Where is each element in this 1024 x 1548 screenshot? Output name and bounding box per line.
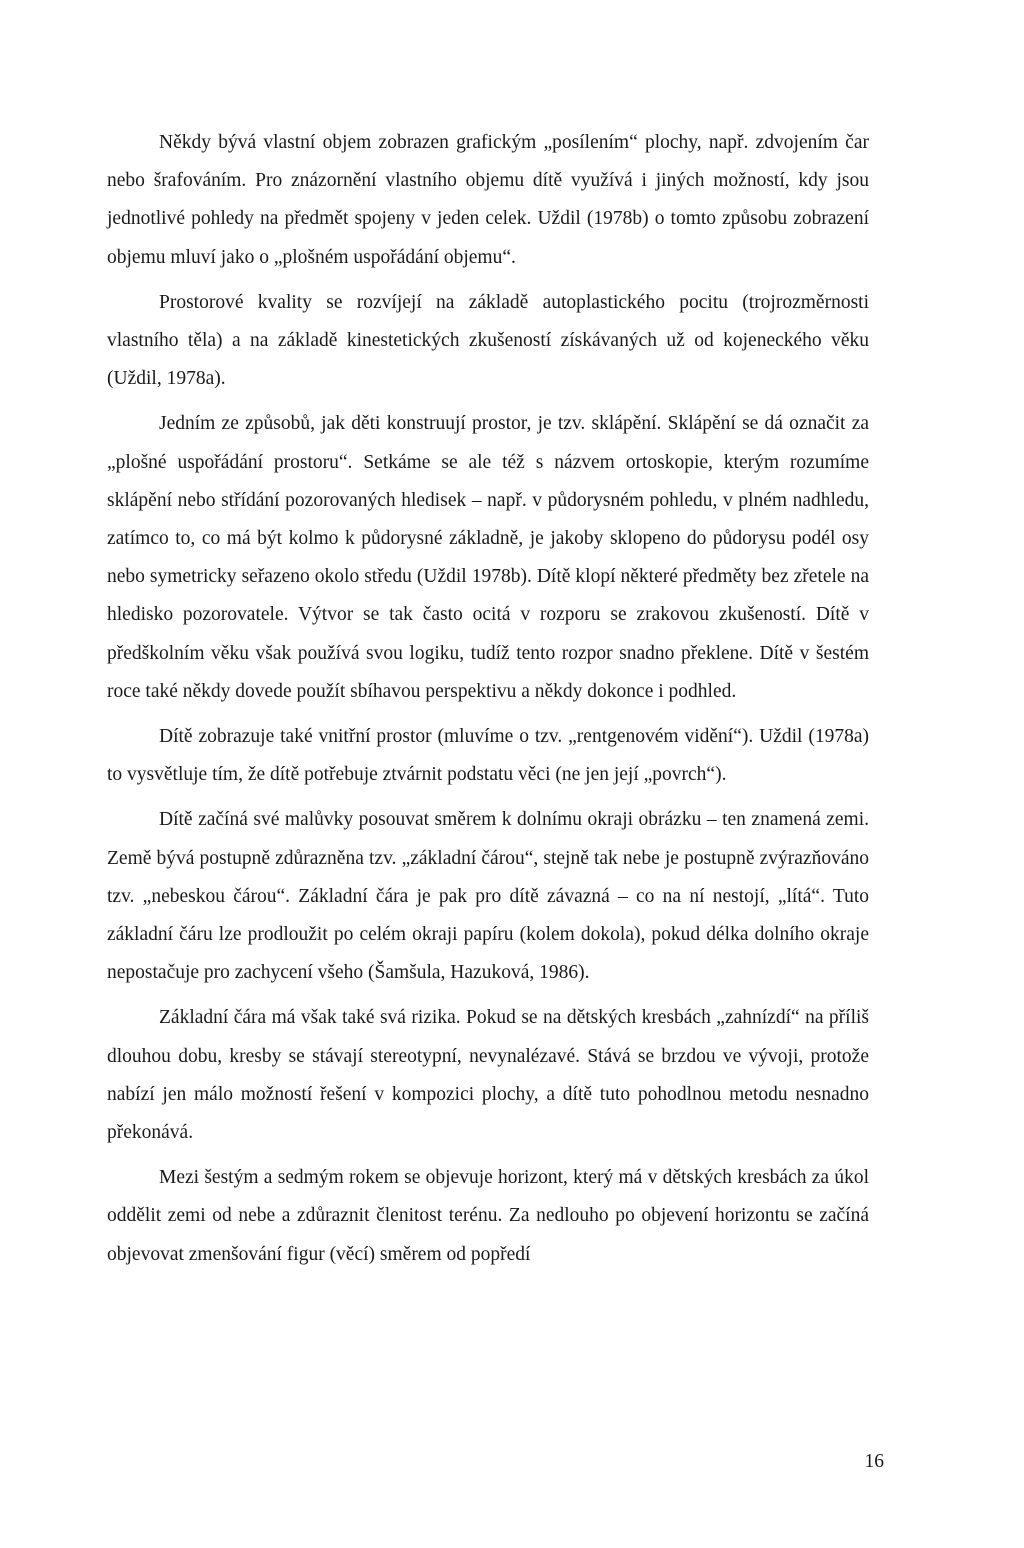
page-number: 16 bbox=[864, 1451, 884, 1472]
paragraph-volume: Někdy bývá vlastní objem zobrazen grafickým „posílením“ plochy, např. zdvojením čar nebo šrafováním. Pro znázornění vlastního objemu dítě využívá i jiných možností, kdy jsou jednotlivé pohledy na předmět spojeny v jeden celek. Uždil (1978b) o tomto způsobu zobrazení objemu mluví jako o „plošném uspořádání objemu“. bbox=[107, 132, 869, 268]
paragraph-base-line-risks: Základní čára má však také svá rizika. Pokud se na dětských kresbách „zahnízdí“ na příliš dlouhou dobu, kresby se stávají stereotypní, nevynalézavé. Stává se brzdou ve vývoji, protože nabízí jen málo možností řešení v kompozici plochy, a dítě tuto pohodlnou metodu nesnadno překonává. bbox=[107, 1007, 869, 1144]
paragraph-base-line: Dítě začíná své malůvky posouvat směrem k dolnímu okraji obrázku – ten znamená zemi. Země bývá postupně zdůrazněna tzv. „základní čárou“, stejně tak nebe je postupně zvýrazňováno tzv. „nebeskou čárou“. Základní čára je pak pro dítě závazná – co na ní nestojí, „lítá“. Tuto základní čáru lze prodloužit po celém okraji papíru (kolem dokola), pokud délka dolního okraje nepostačuje pro zachycení všeho (Šamšula, Hazuková, 1986). bbox=[107, 809, 869, 984]
paragraph-spatial-qualities: Prostorové kvality se rozvíjejí na základě autoplastického pocitu (trojrozměrnosti vlastního těla) a na základě kinestetických zkušeností získávaných už od kojeneckého věku (Uždil, 1978a). bbox=[107, 291, 869, 390]
body-text bbox=[107, 124, 869, 1281]
paragraph-folding: Jedním ze způsobů, jak děti konstruují prostor, je tzv. sklápění. Sklápění se dá označit za „plošné uspořádání prostoru“. Setkáme se ale též s názvem ortoskopie, kterým rozumíme sklápění nebo střídání pozorovaných hledisek – např. v půdorysném pohledu, v plném nadhledu, zatímco to, co má být kolmo k půdorysné základně, je jakoby sklopeno do půdorysu podél osy nebo symetricky seřazeno okolo středu (Uždil 1978b). Dítě klopí některé předměty bez zřetele na hledisko pozorovatele. Výtvor se tak často ocitá v rozporu se zrakovou zkušeností. Dítě v předškolním věku však používá svou logiku, tudíž tento rozpor snadno překlene. Dítě v šestém roce také někdy dovede použít sbíhavou perspektivu a někdy dokonce i podhled. bbox=[107, 413, 869, 702]
paragraph-inner-space: Dítě zobrazuje také vnitřní prostor (mluvíme o tzv. „rentgenovém vidění“). Uždil (1978a) to vysvětluje tím, že dítě potřebuje ztvárnit podstatu věci (ne jen její „povrch“). bbox=[107, 726, 869, 786]
paragraph-horizon: Mezi šestým a sedmým rokem se objevuje horizont, který má v dětských kresbách za úkol oddělit zemi od nebe a zdůraznit členitost terénu. Za nedlouho po objevení horizontu se začíná objevovat zmenšování figur (věcí) směrem od popředí bbox=[107, 1167, 869, 1265]
